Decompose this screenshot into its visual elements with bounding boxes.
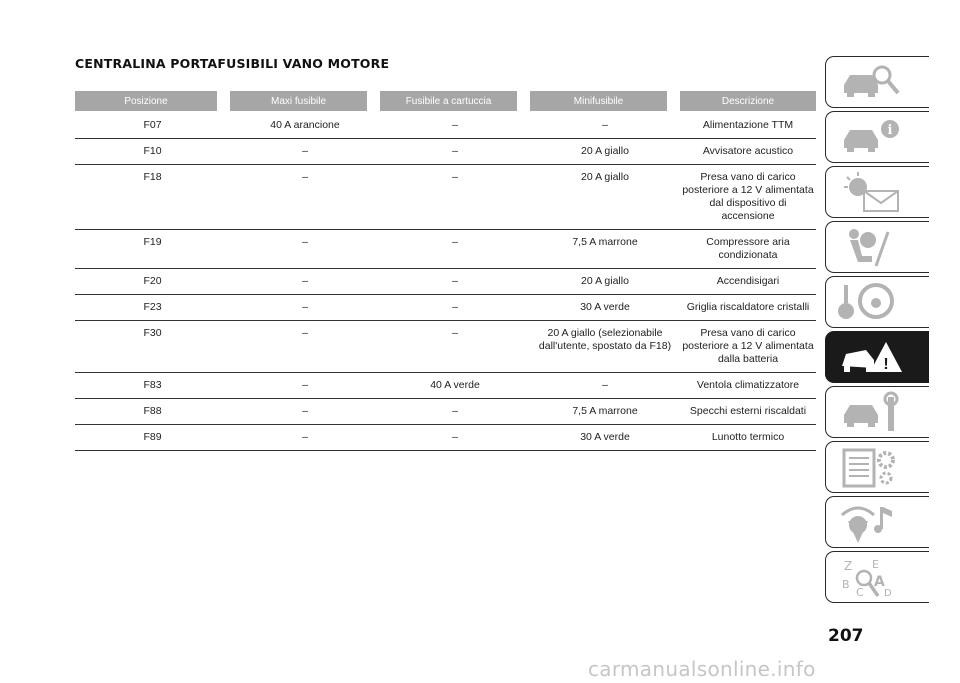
tab-warning-lights[interactable] <box>825 166 929 218</box>
svg-text:B: B <box>842 578 850 591</box>
table-cell: – <box>530 373 680 399</box>
table-cell: F23 <box>75 295 230 321</box>
table-row <box>75 269 816 295</box>
table-cell: F19 <box>75 230 230 269</box>
table-cell: F20 <box>75 269 230 295</box>
tab-car-info[interactable] <box>825 111 929 163</box>
svg-text:C: C <box>856 586 864 599</box>
table-cell: – <box>380 321 530 373</box>
table-cell: F18 <box>75 165 230 230</box>
svg-text:i: i <box>887 123 893 138</box>
table-cell: Presa vano di carico posteriore a 12 V alimentata dalla batteria <box>680 321 816 373</box>
table-row <box>75 111 816 139</box>
svg-text:E: E <box>872 558 879 571</box>
table-cell: – <box>380 425 530 451</box>
column-header: Minifusibile <box>530 91 680 111</box>
table-row <box>75 321 816 373</box>
fuse-table <box>75 91 816 451</box>
airbag-seat-icon <box>836 226 906 270</box>
table-cell: – <box>230 269 380 295</box>
table-cell: F30 <box>75 321 230 373</box>
table-cell: 7,5 A marrone <box>530 399 680 425</box>
table-cell: Lunotto termico <box>680 425 816 451</box>
table-row <box>75 230 816 269</box>
tab-start-drive[interactable] <box>825 276 929 328</box>
table-cell: 20 A giallo <box>530 139 680 165</box>
table-cell: 40 A arancione <box>230 111 380 139</box>
tab-technical-data[interactable] <box>825 441 929 493</box>
multimedia-music-icon <box>836 501 906 545</box>
column-header: Maxi fusibile <box>230 91 380 111</box>
tab-emergency[interactable] <box>825 331 929 383</box>
document-gear-icon <box>836 446 906 490</box>
table-cell: – <box>380 295 530 321</box>
table-row <box>75 165 816 230</box>
alphabetical-index-icon <box>836 556 906 600</box>
table-cell: F89 <box>75 425 230 451</box>
table-cell: – <box>530 111 680 139</box>
table-cell: – <box>230 425 380 451</box>
table-row <box>75 139 816 165</box>
car-breakdown-warning-icon <box>836 336 906 380</box>
table-row <box>75 295 816 321</box>
tab-index[interactable] <box>825 551 929 603</box>
table-cell: F88 <box>75 399 230 425</box>
table-cell: 20 A giallo <box>530 269 680 295</box>
table-cell: – <box>230 399 380 425</box>
column-header: Descrizione <box>680 91 816 111</box>
table-cell: – <box>380 230 530 269</box>
tab-safety[interactable] <box>825 221 929 273</box>
car-search-icon <box>836 61 906 105</box>
car-info-icon <box>836 116 906 160</box>
table-cell: – <box>230 321 380 373</box>
tab-maintenance[interactable] <box>825 386 929 438</box>
table-row <box>75 425 816 451</box>
table-cell: F07 <box>75 111 230 139</box>
table-cell: – <box>380 139 530 165</box>
table-cell: – <box>380 111 530 139</box>
table-cell: 40 A verde <box>380 373 530 399</box>
watermark: carmanualsonline.info <box>588 657 816 681</box>
key-steering-wheel-icon <box>836 281 906 325</box>
table-cell: Griglia riscaldatore cristalli <box>680 295 816 321</box>
table-cell: Specchi esterni riscaldati <box>680 399 816 425</box>
svg-text:D: D <box>884 588 892 599</box>
table-cell: – <box>230 230 380 269</box>
table-cell: Alimentazione TTM <box>680 111 816 139</box>
table-cell: – <box>380 165 530 230</box>
svg-text:!: ! <box>883 356 889 373</box>
table-cell: 20 A giallo <box>530 165 680 230</box>
table-row <box>75 399 816 425</box>
table-cell: – <box>230 295 380 321</box>
table-row <box>75 373 816 399</box>
table-cell: – <box>230 139 380 165</box>
page-title: CENTRALINA PORTAFUSIBILI VANO MOTORE <box>75 56 390 71</box>
table-cell: – <box>230 165 380 230</box>
table-cell: 7,5 A marrone <box>530 230 680 269</box>
page-number: 207 <box>828 626 864 646</box>
tab-multimedia[interactable] <box>825 496 929 548</box>
tab-car-search[interactable] <box>825 56 929 108</box>
table-cell: Presa vano di carico posteriore a 12 V alimentata dal dispositivo di accensione <box>680 165 816 230</box>
table-cell: Avvisatore acustico <box>680 139 816 165</box>
svg-text:A: A <box>874 574 885 590</box>
table-cell: 30 A verde <box>530 425 680 451</box>
table-cell: Ventola climatizzatore <box>680 373 816 399</box>
column-header: Fusibile a cartuccia <box>380 91 530 111</box>
table-cell: Accendisigari <box>680 269 816 295</box>
table-cell: 20 A giallo (selezionabile dall'utente, spostato da F18) <box>530 321 680 373</box>
car-wrench-icon <box>836 391 906 435</box>
table-header-row <box>75 91 816 111</box>
table-cell: – <box>380 269 530 295</box>
table-cell: 30 A verde <box>530 295 680 321</box>
warning-lights-message-icon <box>836 171 906 215</box>
table-cell: – <box>380 399 530 425</box>
table-cell: F10 <box>75 139 230 165</box>
table-cell: – <box>230 373 380 399</box>
table-cell: F83 <box>75 373 230 399</box>
column-header: Posizione <box>75 91 230 111</box>
svg-text:Z: Z <box>844 559 853 573</box>
table-cell: Compressore aria condizionata <box>680 230 816 269</box>
